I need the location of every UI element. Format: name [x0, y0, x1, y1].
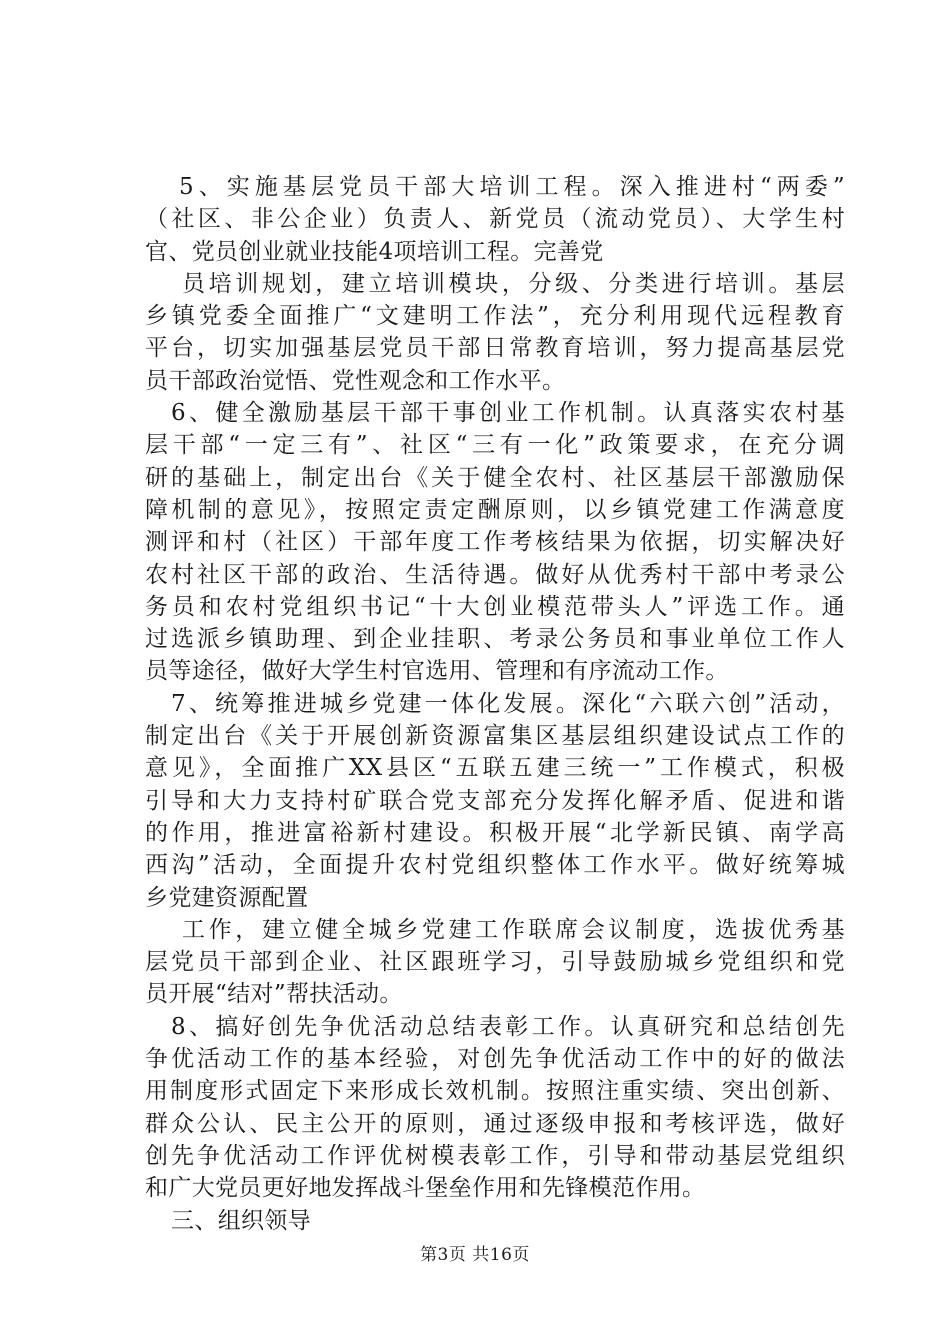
page-footer [0, 1240, 950, 1265]
document-body [145, 171, 845, 1237]
text-line: 员开展“结对”帮扶活动。 [145, 981, 403, 1008]
text-line: 工作，建立健全城乡党建工作联席会议制度，选拔优秀基 [182, 916, 845, 943]
text-line: 创先争优活动工作评优树模表彰工作，引导和带动基层党组织 [145, 1142, 845, 1169]
text-line: 7、统筹推进城乡党建一体化发展。深化“六联六创”活动， [171, 690, 845, 717]
text-line: 测评和村（社区）干部年度工作考核结果为依据，切实解决好 [145, 529, 845, 556]
text-line: 障机制的意见》，按照定责定酬原则，以乡镇党建工作满意度 [145, 496, 845, 523]
text-line: 农村社区干部的政治、生活待遇。做好从优秀村干部中考录公 [145, 561, 845, 588]
text-line: 和广大党员更好地发挥战斗堡垒作用和先锋模范作用。 [145, 1175, 706, 1202]
text-line: 过选派乡镇助理、到企业挂职、考录公务员和事业单位工作人 [145, 626, 845, 653]
page-number: 第3页 共16页 [420, 1245, 530, 1265]
text-line: 6、健全激励基层干部干事创业工作机制。认真落实农村基 [171, 400, 845, 427]
text-line: 用制度形式固定下来形成长效机制。按照注重实绩、突出创新、 [145, 1078, 845, 1105]
text-line: 平台，切实加强基层党员干部日常教育培训，努力提高基层党 [145, 335, 845, 362]
text-line: （社区、非公企业）负责人、新党员（流动党员）、大学生村 [145, 206, 845, 233]
text-line: 研的基础上，制定出台《关于健全农村、社区基层干部激励保 [145, 464, 845, 491]
text-line: 的作用，推进富裕新村建设。积极开展“北学新民镇、南学高 [145, 819, 845, 846]
text-line: 群众公认、民主公开的原则，通过逐级申报和考核评选，做好 [145, 1110, 845, 1137]
text-line: 层党员干部到企业、社区跟班学习，引导鼓励城乡党组织和党 [145, 949, 845, 976]
text-line: 乡镇党委全面推广“文建明工作法”，充分利用现代远程教育 [145, 303, 845, 330]
text-line: 意见》，全面推广XX县区“五联五建三统一”工作模式，积极 [145, 755, 845, 782]
text-line: 制定出台《关于开展创新资源富集区基层组织建设试点工作的 [145, 723, 845, 750]
text-line: 员培训规划，建立培训模块，分级、分类进行培训。基层 [182, 270, 845, 297]
text-line: 西沟”活动，全面提升农村党组织整体工作水平。做好统筹城 [145, 852, 845, 879]
text-line: 员干部政治觉悟、党性观念和工作水平。 [145, 367, 566, 394]
text-line: 5、实施基层党员干部大培训工程。深入推进村“两委” [179, 174, 845, 200]
text-line: 乡党建资源配置 [145, 884, 309, 911]
text-line: 8、搞好创先争优活动总结表彰工作。认真研究和总结创先 [171, 1013, 845, 1040]
text-line: 引导和大力支持村矿联合党支部充分发挥化解矛盾、促进和谐 [145, 787, 845, 814]
text-line: 争优活动工作的基本经验，对创先争优活动工作中的好的做法 [145, 1046, 845, 1073]
text-line: 官、党员创业就业技能4项培训工程。完善党 [145, 238, 604, 265]
text-line: 层干部“一定三有”、社区“三有一化”政策要求，在充分调 [145, 432, 845, 459]
section-heading: 三、组织领导 [171, 1207, 312, 1234]
text-line: 务员和农村党组织书记“十大创业模范带头人”评选工作。通 [145, 593, 845, 620]
text-line: 员等途径，做好大学生村官选用、管理和有序流动工作。 [145, 658, 729, 685]
